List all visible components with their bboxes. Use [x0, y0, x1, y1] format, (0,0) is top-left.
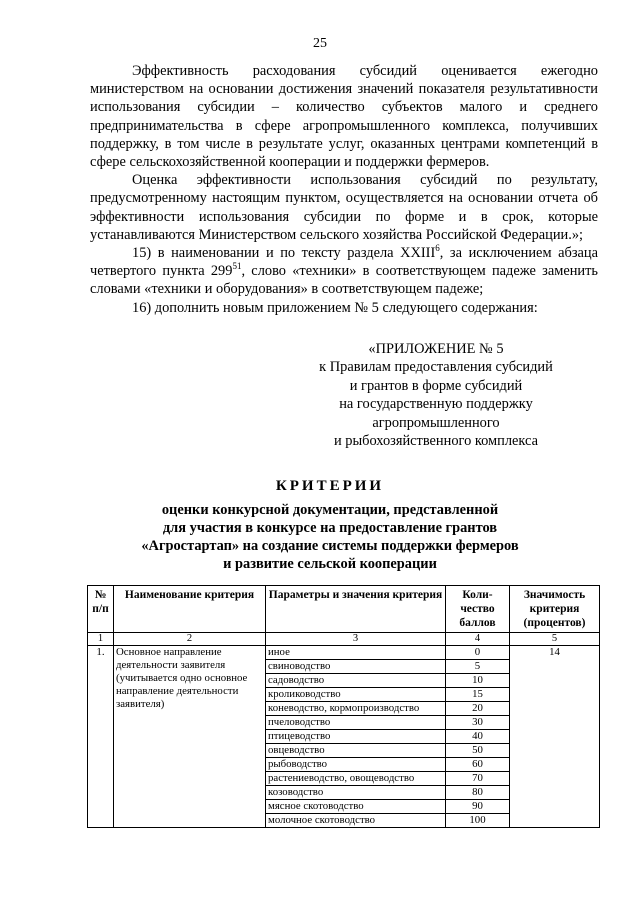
parameter-score: 90: [446, 800, 510, 814]
header-score: Коли-чество баллов: [446, 586, 510, 633]
column-number: 4: [446, 633, 510, 646]
parameter-score: 15: [446, 688, 510, 702]
page-number: 25: [313, 36, 327, 51]
parameter-score: 0: [446, 646, 510, 660]
criteria-table-body: [88, 586, 600, 828]
title-line: «Агростартап» на создание системы поддержки фермеров: [141, 538, 519, 554]
criteria-title: [100, 478, 560, 573]
column-number: 2: [114, 633, 266, 646]
parameter-label: коневодство, кормопроизводство: [266, 702, 446, 716]
appendix-line: «ПРИЛОЖЕНИЕ № 5: [368, 341, 504, 357]
header-params: Параметры и значения критерия: [266, 586, 446, 633]
header-row: [88, 586, 600, 633]
header-significance: Значимость критерия (процентов): [510, 586, 600, 633]
criterion-name: Основное направление деятельности заявителя (учитывается одно основное направление деятельности заявителя): [114, 646, 266, 828]
appendix-line: к Правилам предоставления субсидий: [319, 359, 553, 376]
parameter-score: 50: [446, 744, 510, 758]
parameter-score: 80: [446, 786, 510, 800]
paragraph-item-15: [90, 244, 598, 299]
parameter-score: 100: [446, 814, 510, 828]
item15-part1: 15) в наименовании и по тексту раздела XXIII: [132, 245, 436, 262]
item15-part2: , за исключением абзаца четвертого пункта 299: [90, 245, 598, 280]
document-body: [90, 62, 598, 317]
appendix-line: и грантов в форме субсидий: [349, 377, 523, 394]
criteria-table: [87, 585, 600, 828]
header-criterion: Наименование критерия: [114, 586, 266, 633]
paragraph-efficiency: Эффективность расходования субсидий оценивается ежегодно министерством на основании достижения значений показателя результативности использования субсидии – количество субъектов малого и среднего предпринимательства в сфере агропромышленного комплекса, получивших поддержку, в том числе в результате услуг, оказанных центрами компетенций в сфере сельскохозяйственной кооперации и поддержки фермеров.: [90, 63, 598, 171]
parameter-score: 10: [446, 674, 510, 688]
parameter-label: овцеводство: [266, 744, 446, 758]
parameter-score: 30: [446, 716, 510, 730]
column-number-row: [88, 633, 600, 646]
parameter-label: рыбоводство: [266, 758, 446, 772]
item15-sup1: 6: [435, 243, 440, 254]
column-number: 5: [510, 633, 600, 646]
parameter-label: иное: [266, 646, 446, 660]
parameter-label: козоводство: [266, 786, 446, 800]
appendix-line: и рыбохозяйственного комплекса: [333, 433, 539, 450]
paragraph-item-16: 16) дополнить новым приложением № 5 следующего содержания:: [132, 299, 538, 316]
parameter-score: 60: [446, 758, 510, 772]
title-main: КРИТЕРИИ: [275, 478, 385, 494]
appendix-line: на государственную поддержку: [339, 396, 533, 413]
parameter-score: 5: [446, 660, 510, 674]
criterion-number: 1.: [88, 646, 114, 828]
parameter-label: кролиководство: [266, 688, 446, 702]
paragraph-evaluation: Оценка эффективности использования субсидий по результату, предусмотренному настоящим пунктом, осуществляется на основании отчета об эффективности использования субсидии по форме и в срок, которые устанавливаются Министерством сельского хозяйства Российской Федерации.»;: [90, 172, 598, 243]
parameter-label: свиноводство: [266, 660, 446, 674]
appendix-line: агропромышленного: [372, 414, 500, 431]
criterion-significance: 14: [510, 646, 600, 828]
item15-sup2: 51: [232, 261, 242, 272]
title-line: оценки конкурсной документации, представленной: [161, 502, 499, 518]
parameter-label: мясное скотоводство: [266, 800, 446, 814]
item15-part3: , слово «техники» в соответствующем падеже заменить словами «техники и оборудования» в соответствующем падеже;: [90, 263, 598, 298]
parameter-label: молочное скотоводство: [266, 814, 446, 828]
title-line: для участия в конкурсе на предоставление грантов: [162, 520, 498, 536]
parameter-label: садоводство: [266, 674, 446, 688]
parameter-label: птицеводство: [266, 730, 446, 744]
parameter-label: пчеловодство: [266, 716, 446, 730]
parameter-score: 20: [446, 702, 510, 716]
table-row: [88, 646, 600, 660]
column-number: 3: [266, 633, 446, 646]
title-line: и развитие сельской кооперации: [223, 556, 437, 572]
parameter-score: 70: [446, 772, 510, 786]
column-number: 1: [88, 633, 114, 646]
header-num: № п/п: [88, 586, 114, 633]
parameter-score: 40: [446, 730, 510, 744]
parameter-label: растениеводство, овощеводство: [266, 772, 446, 786]
appendix-header: [300, 340, 572, 450]
